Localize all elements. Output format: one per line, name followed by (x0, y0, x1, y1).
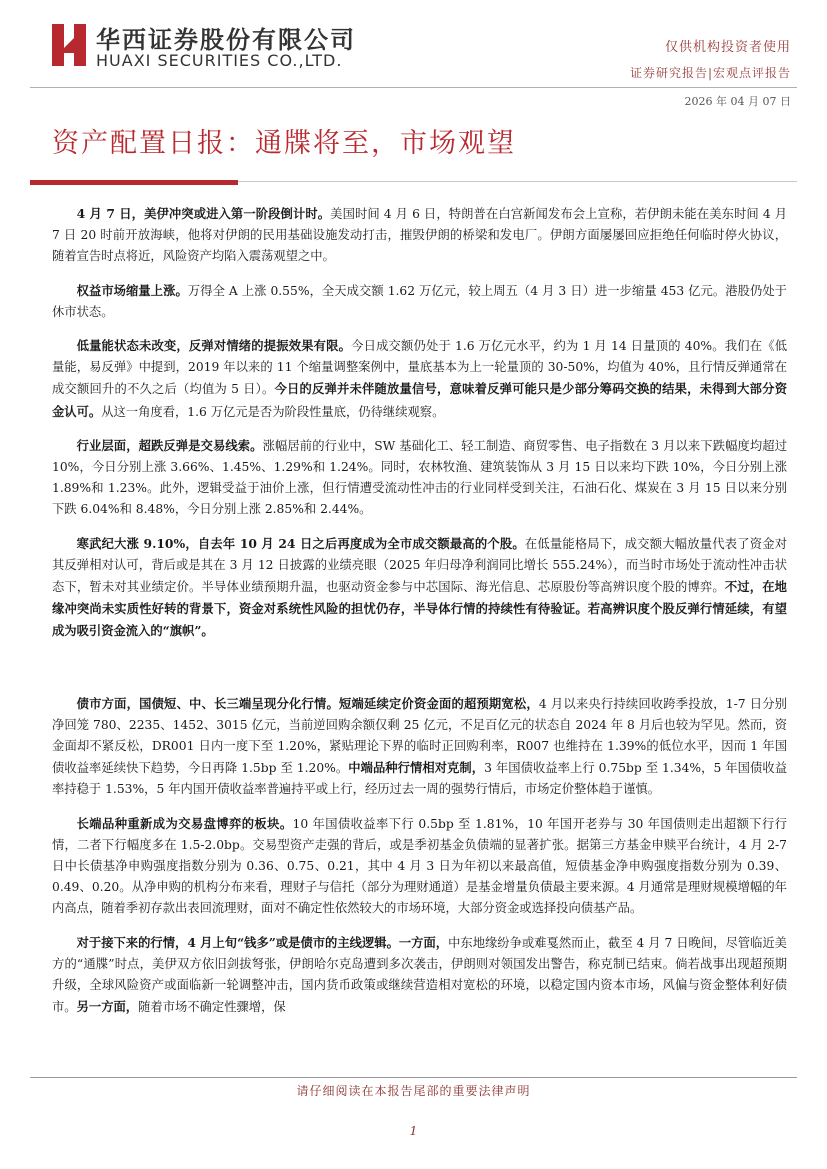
report-category: 证券研究报告|宏观点评报告 (629, 66, 791, 80)
body-paragraph (52, 693, 787, 801)
body-paragraph (52, 932, 787, 1019)
text-run: 美国时间 4 月 6 日，特朗普在白宫新闻发布会上宣称，若伊朗未能在美东时间 4 月 7 日 20 时前开放海峡，他将对伊朗的民用基础设施发动打击，摧毁伊朗的桥梁和发电厂。伊朗方面屡屡回应拒绝任何临时停火协议，随着宣告时点将近，风险资产均陷入震荡观望之中。 (52, 207, 787, 264)
text-run: 万得全 A 上涨 0.55%，全天成交额 1.62 万亿元，较上周五（4 月 3 日）进一步缩量 453 亿元。港股仍处于休市状态。 (52, 283, 787, 319)
text-run: 涨幅居前的行业中，SW 基础化工、轻工制造、商贸零售、电子指数在 3 月以来下跌幅度均超过 10%，今日分别上涨 3.66%、1.45%、1.29%和 1.24%。同时，农林牧渔、建筑装饰从 3 月 15 日以来均下跌 10%，今日分别上涨 1.89%和 1.23%。此外，逻辑受益于油价上涨，但行情遭受流动性冲击的行业同样受到关注，石油石化、煤炭在 3 月 15 日以来分别下跌 6.04%和 8.48%，今日分别上涨 2.85%和 2.44%。 (52, 438, 787, 517)
body-paragraph (52, 435, 787, 521)
bold-run: 今日的反弹并未伴随放量信号，意味着反弹可能只是少部分筹码交换的结果，未得到大部分资金认可。 (52, 381, 787, 419)
report-body (52, 203, 787, 1031)
text-run: 10 年国债收益率下行 0.5bp 至 1.81%，10 年国开老券与 30 年国债则走出超额下行行情，二者下行幅度多在 1.5-2.0bp。交易型资产走强的背后，或是季初基金负债端的显著扩张。据第三方基金申赎平台统计，4 月 2-7 日中长债基净申购强度指数分别为 0.36、0.75、0.21，其中 4 月 3 日为年初以来最高值，短债基金净申购强度指数分别为 0.39、0.49、0.20。从净申购的机构分布来看，理财子与信托（部分为理财通道）是基金增量负债最主要来源。4 月通常是理财规模增幅的年内高点，随着季初存款出表回流理财，面对不确定性依然较大的市场环境，大部分资金或选择投向债基产品。 (52, 816, 787, 916)
report-title: 资产配置日报：通牒将至，市场观望 (52, 128, 516, 159)
body-paragraph (52, 813, 787, 920)
header-divider (30, 87, 797, 88)
bold-run: 中端品种行情相对克制， (348, 760, 485, 776)
company-name-cn: 华西证券股份有限公司 (96, 26, 356, 54)
bold-run: 债市方面，国债短、中、长三端呈现分化行情。短端延续定价资金面的超预期宽松， (76, 695, 539, 711)
report-date: 2026 年 04 月 07 日 (684, 95, 791, 108)
bold-run: 另一方面， (76, 999, 139, 1015)
audience-label: 仅供机构投资者使用 (664, 40, 791, 55)
text-run: 中东地缘纷争或难戛然而止，截至 4 月 7 日晚间，尽管临近美方的“通牒”时点，美伊双方依旧剑拔弩张，伊朗哈尔克岛遭到多次袭击，伊朗则对领国发出警告，称克制已结束。倘若战事出现超预期升级，全球风险资产或面临新一轮调整冲击，国内货币政策或继续营造相对宽松的环境，以稳定国内资本市场，风偏与资金整体利好债市。 (52, 935, 787, 1015)
bold-run: 行业层面，超跌反弹是交易线索。 (76, 437, 263, 453)
footer-divider (30, 1077, 797, 1078)
text-run: 从这一角度看，1.6 万亿元是否为阶段性量底，仍待继续观察。 (101, 404, 445, 419)
body-paragraph (52, 280, 787, 323)
bold-run: 权益市场缩量上涨。 (76, 282, 188, 298)
title-accent-bar (30, 180, 238, 185)
bold-run: 不过，在地缘冲突尚未实质性好转的背景下，资金对系统性风险的担忧仍存，半导体行情的持续性有待验证。若高辨识度个股反弹行情延续，有望成为吸引资金流入的“旗帜”。 (52, 579, 787, 639)
bold-run: 长端品种重新成为交易盘博弈的板块。 (76, 815, 293, 831)
text-run: 随着市场不确定性骤增，保 (138, 1000, 286, 1015)
legal-disclaimer: 请仔细阅读在本报告尾部的重要法律声明 (296, 1084, 531, 1098)
bold-run: 4 月 7 日，美伊冲突或进入第一阶段倒计时。 (76, 206, 331, 221)
body-paragraph (52, 203, 787, 268)
text-run: 在低量能格局下，成交额大幅放量代表了资金对其反弹相对认可，背后或是其在 3 月 12 日披露的业绩亮眼（2025 年归母净利润同比增长 555.24%），而当时市场处于流动性冲击状态下，暂未对其业绩定价。半导体业绩预期升温，也驱动资金参与中芯国际、海光信息、芯原股份等高辨识度个股的博弈。 (52, 536, 787, 595)
company-name-en: HUAXI SECURITIES CO.,LTD. (96, 51, 343, 70)
huaxi-logo-icon (50, 22, 88, 68)
section-gap (52, 655, 787, 693)
body-paragraph (52, 335, 787, 423)
text-run: 3 年国债收益率上行 0.75bp 至 1.34%，5 年国债收益率持稳于 1.53%，5 年内国开债收益率普遍持平或上行，经历过去一周的强势行情后，市场定价整体趋于谨慎。 (52, 761, 787, 797)
bold-run: 低量能状态未改变，反弹对情绪的提振效果有限。 (76, 338, 352, 354)
bold-run: 对于接下来的行情，4 月上旬“钱多”或是债市的主线逻辑。一方面， (76, 934, 449, 950)
text-run: 4 月以来央行持续回收跨季投放，1-7 日分别净回笼 780、2235、1452、3015 亿元，当前逆回购余额仅剩 25 亿元，不足百亿元的状态自 2024 年 8 月后也较为罕见。然而，资金面却不紧反松，DR001 日内一度下至 1.20%，紧贴理论下界的临时正回购利率，R007 也维持在 1.39%的低位水平，因而 1 年国债收益率延续快下趋势，今日再降 1.5bp 至 1.20%。 (52, 696, 787, 776)
text-run: 今日成交额仍处于 1.6 万亿元水平，约为 1 月 14 日量顶的 40%。我们在《低量能，易反弹》中提到，2019 年以来的 11 个缩量调整案例中，量底基本为上一轮量顶的 30-50%，均值为 40%，且行情反弹通常在成交额回升的不久之后（均值为 5 日）。 (52, 339, 787, 397)
page-number: 1 (409, 1124, 418, 1138)
body-paragraph (52, 533, 787, 643)
bold-run: 寒武纪大涨 9.10%，自去年 10 月 24 日之后再度成为全市成交额最高的个股。 (76, 535, 525, 551)
